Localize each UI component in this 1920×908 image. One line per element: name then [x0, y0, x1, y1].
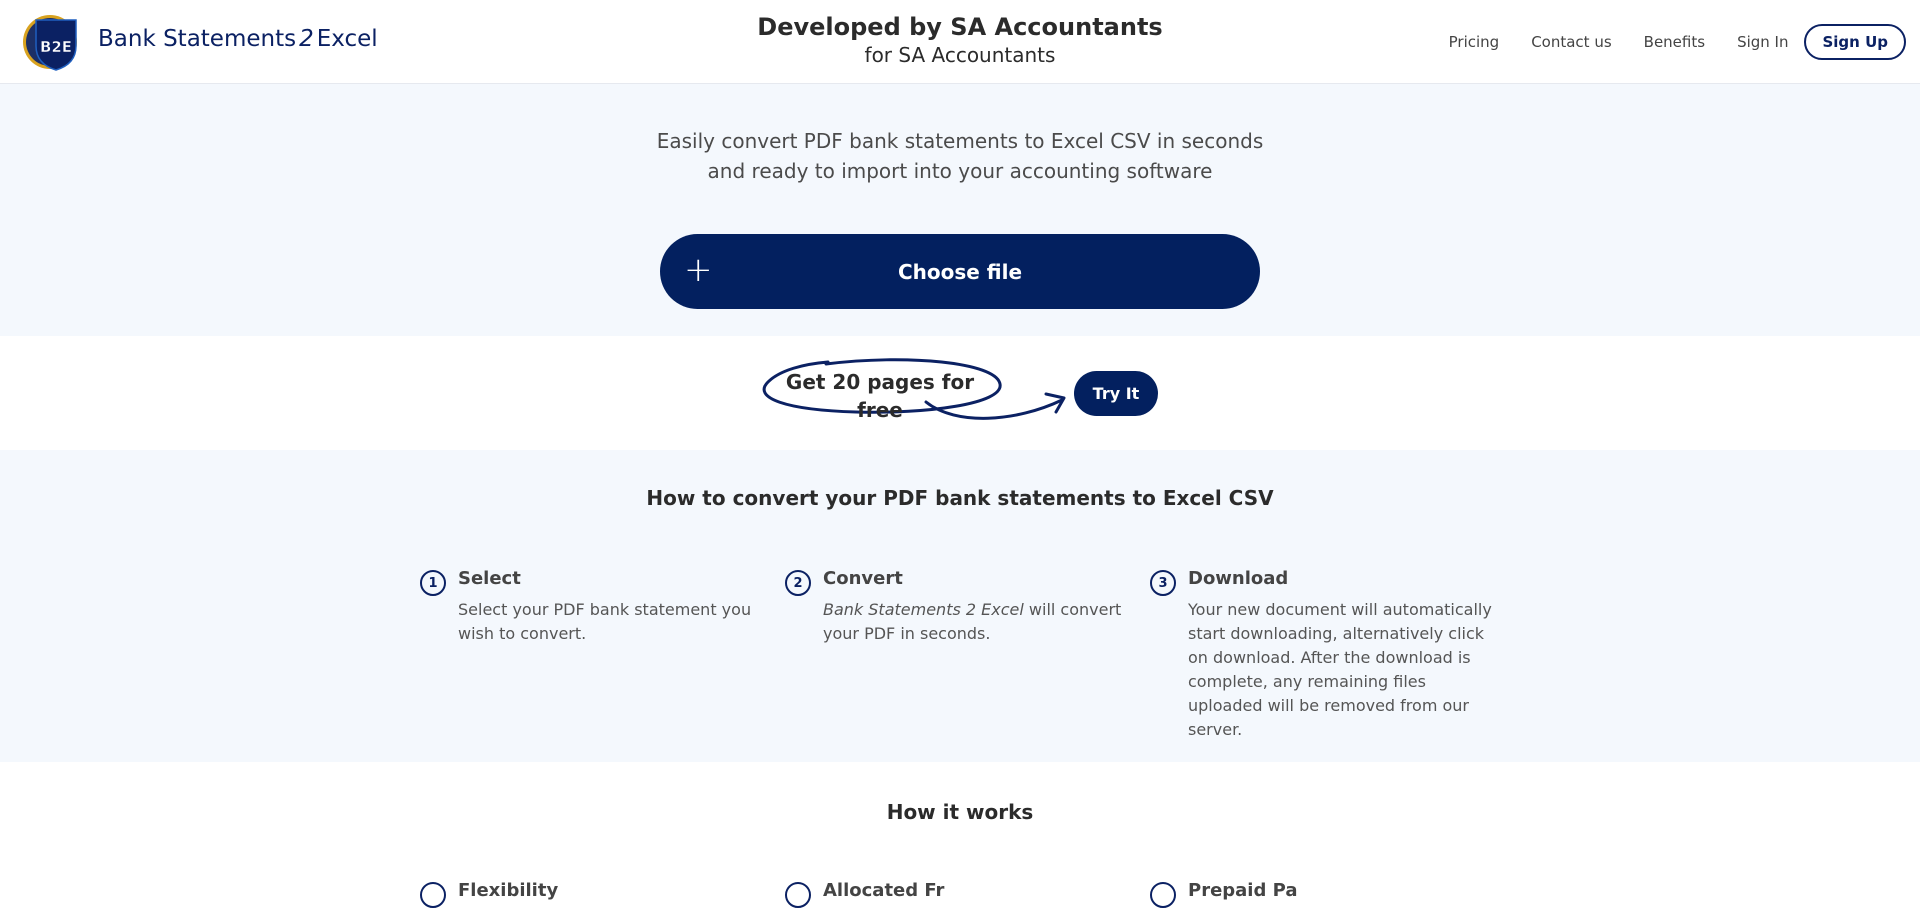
brand-part-2: 2 [299, 26, 314, 52]
choose-file-label: Choose file [897, 259, 1023, 284]
hero-description [560, 126, 1360, 186]
brand-part-3: Excel [316, 26, 378, 52]
site-header [0, 0, 1920, 84]
how-to-title: How to convert your PDF bank statements to Excel CSV [646, 486, 1274, 510]
choose-file-button[interactable] [660, 234, 1260, 309]
logo-text: B2E [39, 38, 73, 56]
brand-name[interactable] [98, 26, 378, 52]
try-it-button[interactable]: Try It [1074, 371, 1158, 416]
step-title: Select [458, 568, 521, 589]
step-description [823, 598, 1135, 646]
top-nav [1417, 24, 1906, 60]
step-description: Your new document will automatically start downloading, alternatively click on download. After the download is complete, any remaining files uploaded will be removed from our server. [1188, 600, 1492, 739]
step-description: Select your PDF bank statement you wish to convert. [458, 600, 752, 643]
how-it-works-title: How it works [886, 800, 1034, 824]
feature-title: Prepaid Pa [1188, 880, 1298, 901]
tagline-line-2: for SA Accountants [864, 43, 1056, 67]
free-offer-section [0, 336, 1920, 450]
hero-section [0, 84, 1920, 336]
product-name-emphasis: Bank Statements 2 Excel [823, 600, 1024, 619]
nav-pricing[interactable]: Pricing [1448, 33, 1500, 51]
step-title: Download [1188, 568, 1289, 589]
sign-up-button[interactable]: Sign Up [1804, 24, 1906, 60]
step-number-badge: 3 [1150, 570, 1176, 596]
how-it-works-section [0, 762, 1920, 901]
logo-icon[interactable] [22, 12, 78, 72]
step-title: Convert [823, 568, 903, 589]
how-to-convert-section [0, 450, 1920, 762]
hero-line-1: Easily convert PDF bank statements to Excel CSV in seconds [656, 129, 1264, 153]
header-tagline [660, 12, 1260, 68]
nav-contact-us[interactable]: Contact us [1531, 33, 1612, 51]
free-pages-text: Get 20 pages for free [785, 370, 975, 422]
plus-icon: + [684, 250, 713, 290]
feature-number-badge [785, 882, 811, 908]
nav-sign-in[interactable]: Sign In [1737, 33, 1789, 51]
hero-line-2: and ready to import into your accounting software [707, 159, 1213, 183]
step-number-badge: 2 [785, 570, 811, 596]
nav-benefits[interactable]: Benefits [1643, 33, 1706, 51]
tagline-line-1: Developed by SA Accountants [757, 13, 1163, 41]
feature-title: Flexibility [458, 880, 559, 901]
step-number-badge: 1 [420, 570, 446, 596]
brand-part-1: Bank Statements [98, 26, 297, 52]
step-description-rest: will convert your PDF in seconds. [823, 600, 1122, 643]
feature-number-badge [420, 882, 446, 908]
feature-title: Allocated Fr [823, 880, 945, 901]
feature-number-badge [1150, 882, 1176, 908]
